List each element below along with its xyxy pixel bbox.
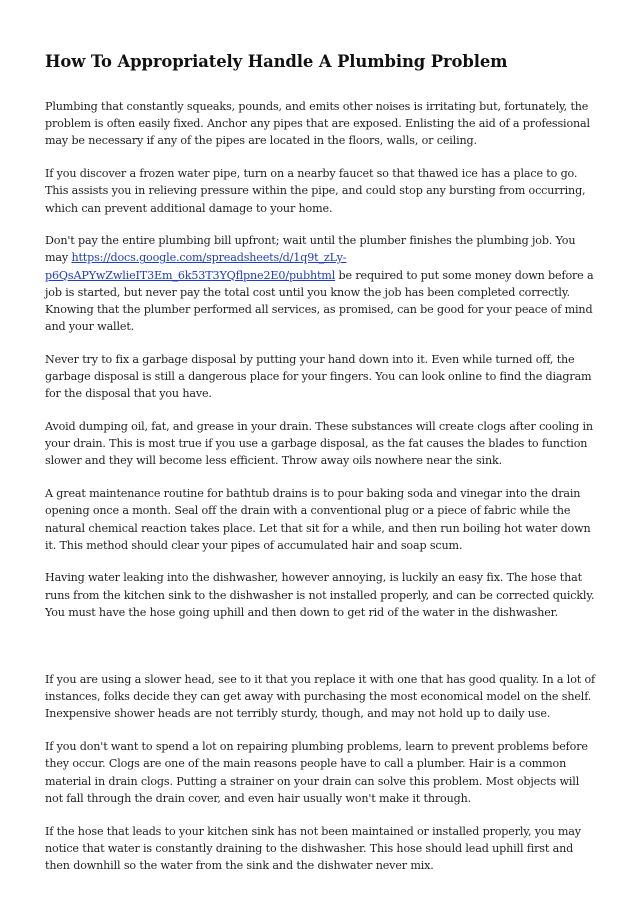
paragraph-plumbing-bill xyxy=(45,232,595,335)
document-page xyxy=(45,52,595,890)
spreadsheet-link[interactable]: https://docs.google.com/spreadsheets/d/1q9t_zLy-p6QsAPYwZwlieIT3Em_6k53T3YQflpne2E0/pubhtml xyxy=(45,251,347,282)
paragraph-dishwasher-leak: Having water leaking into the dishwasher, however annoying, is luckily an easy fix. The hose that runs from the kitchen sink to the dishwasher is not installed properly, and can be corrected quickly. You must have the hose going uphill and then down to get rid of the water in the dishwasher. xyxy=(45,571,595,619)
paragraph-anchor-pipes: Plumbing that constantly squeaks, pounds, and emits other noises is irritating but, fortunately, the problem is often easily fixed. Anchor any pipes that are exposed. Enlisting the aid of a professional may be necessary if any of the pipes are located in the floors, walls, or ceiling. xyxy=(45,100,590,148)
document-title: How To Appropriately Handle A Plumbing Problem xyxy=(45,52,508,71)
paragraph-plumbing-bill-text-before: Don't pay the entire plumbing bill upfront; wait until the plumber finishes the plumbing job. You may xyxy=(45,234,576,265)
paragraph-frozen-pipe: If you discover a frozen water pipe, turn on a nearby faucet so that thawed ice has a place to go. This assists you in relieving pressure within the pipe, and could stop any bursting from occurring, which can prevent additional damage to your home. xyxy=(45,167,586,215)
paragraph-shower-head: If you are using a slower head, see to it that you replace it with one that has good quality. In a lot of instances, folks decide they can get away with purchasing the most economical model on the shelf. Inexpensive shower heads are not terribly sturdy, though, and may not hold up to daily use. xyxy=(45,673,596,721)
paragraph-kitchen-hose: If the hose that leads to your kitchen sink has not been maintained or installed properly, you may notice that water is constantly draining to the dishwasher. This hose should lead uphill first and then downhill so the water from the sink and the dishwater never mix. xyxy=(45,824,581,872)
paragraph-prevent-clogs: If you don't want to spend a lot on repairing plumbing problems, learn to prevent problems before they occur. Clogs are one of the main reasons people have to call a plumber. Hair is a common material in drain clogs. Putting a strainer on your drain can solve this problem. Most objects will not fall through the drain cover, and even hair usually won't make it through. xyxy=(45,740,588,805)
paragraph-garbage-disposal: Never try to fix a garbage disposal by putting your hand down into it. Even while turned off, the garbage disposal is still a dangerous place for your fingers. You can look online to find the diagram for the disposal that you have. xyxy=(45,352,592,401)
paragraph-bathtub-drain: A great maintenance routine for bathtub drains is to pour baking soda and vinegar into the drain opening once a month. Seal off the drain with a conventional plug or a piece of fabric while the natural chemical reaction takes place. Let that sit for a while, and then run boiling hot water down it. This method should clear your pipes of accumulated hair and soap scum. xyxy=(45,487,591,552)
paragraph-plumbing-bill-text-after: be required to put some money down before a job is started, but never pay the total cost until you know the job has been completed correctly. Knowing that the plumber performed all services, as promised, can be good for your peace of mind and your wallet. xyxy=(45,268,594,334)
paragraph-oil-grease: Avoid dumping oil, fat, and grease in your drain. These substances will create clogs after cooling in your drain. This is most true if you use a garbage disposal, as the fat causes the blades to function slower and they will become less efficient. Throw away oils nowhere near the sink. xyxy=(45,420,593,468)
